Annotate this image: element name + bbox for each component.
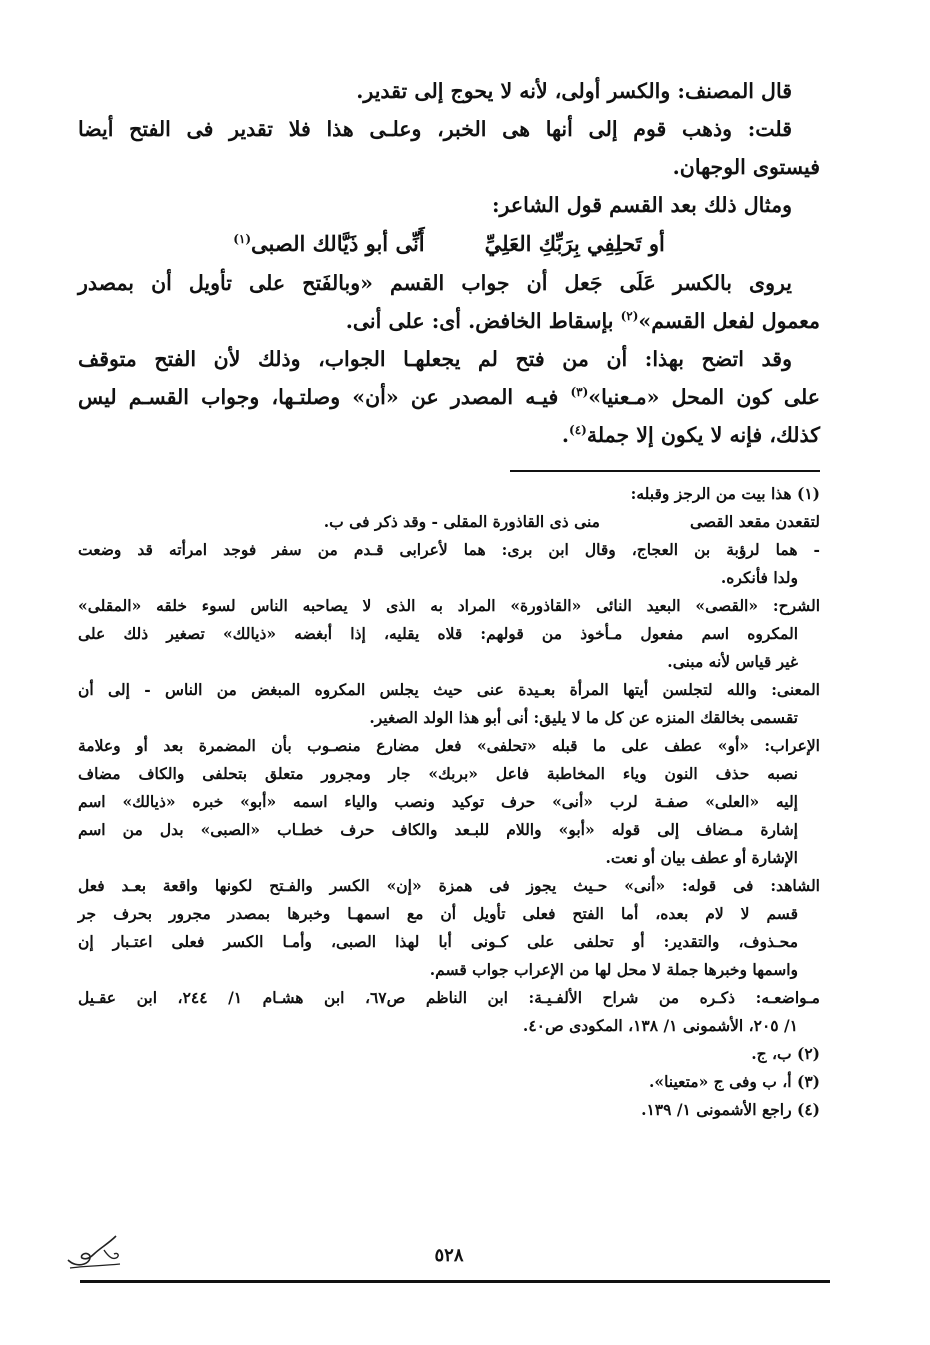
footnote-3: (٣) أ، ب وفى ج «متعينا». — [648, 1072, 820, 1091]
verse-second-hemistich — [233, 224, 424, 264]
main-text-span: كذلك، فإنه لا يكون إلا جملة — [586, 423, 820, 447]
main-text-span: معمول لفعل القسم» — [638, 309, 820, 333]
main-paragraph: قال المصنف: والكسر أولى، لأنه لا يحوج إلى تقدير. — [356, 79, 792, 103]
main-text-span: فيـه المصدر عن «أن» وصلتـها، وجواب القسـم ليس — [78, 385, 571, 409]
main-paragraph-continuation — [78, 416, 820, 454]
footnote-marker: (٢) — [620, 309, 639, 324]
main-text-span: على كون المحل «مـعنيا» — [588, 385, 821, 409]
footnote-line: ولدا فأنكره. — [720, 568, 798, 587]
footnote-line: قسم لا لام بعده، أما الفتح فعلى تأويل أن مع اسمهـا وخبرها بمصدر مجرور بحرف جر — [78, 904, 798, 923]
main-paragraph: ومثال ذلك بعد القسم قول الشاعر: — [491, 193, 792, 217]
footnote-line: محـذوف، والتقدير: أو تحلفى على كـونى أبا لهذا الصبى، وأمـا الكسر فعلى اعتـبار إن — [78, 932, 798, 951]
footnote-line: ١/ ٢٠٥، الأشمونى ١/ ١٣٨، المكودى ص٤٠. — [522, 1016, 798, 1035]
footnote-mawadi: مـواضعـه: ذكـره من شراح الألفـيـة: ابن الناظم ص٦٧، ابن هشـام ١/ ٢٤٤، ابن عقـيل — [78, 988, 820, 1007]
page — [78, 72, 820, 1302]
verse-first-hemistich: أو تَحلِفِي بِرَبِّكِ العَلِيِّ — [484, 231, 665, 256]
page-number: ٥٢٨ — [434, 1245, 464, 1266]
footnote-line: نصبه حذف النون وياء المخاطبة فاعل «بربك» جار ومجرور متعلق بتحلفى والكاف مضاف — [78, 764, 798, 783]
footnote-line: تقسمى بخالقك المنزه عن كل ما لا يليق: أنى أبو هذا الولد الصغير. — [369, 708, 798, 727]
footnote-marker: (١) — [233, 232, 252, 246]
main-paragraph: يروى بالكسر عَلَى جَعل أن جواب القسم «وبالفَتح على تأويل أن بمصدر — [78, 271, 792, 295]
main-paragraph: قلت: وذهب قوم إلى أنها هى الخبر، وعلـى هذا فلا تقدير فى الفتح أيضا — [78, 117, 792, 141]
footnote-shahid: الشاهد: فى قوله: «أنى» حـيث يجوز فى همزة «إن» الكسر والفـتح لكونها واقعة بعـد فعل — [78, 876, 820, 895]
main-paragraph-continuation — [78, 302, 820, 340]
verse-second-text: أَنِّى أبو ذَيَّالك الصبى — [251, 231, 425, 256]
poetry-verse — [78, 224, 820, 264]
main-paragraph-continuation: فيستوى الوجهان. — [672, 155, 820, 179]
main-text-span: . — [561, 423, 570, 447]
bottom-rule — [80, 1280, 830, 1283]
footnote-line: إشارة مـضاف إلى قوله «أبو» واللام للبـعد والكاف حرف خطـاب «الصبى» بدل من اسم — [78, 820, 798, 839]
footnote-line: المكروه اسم مفعول مـأخوذ من قولهم: قلاه يقليه، إذا أبغضه «ذيالك» تصغير ذلك على — [78, 624, 798, 643]
handwritten-signature — [64, 1230, 124, 1272]
footnote-line: الإشارة أو عطف بيان أو نعت. — [605, 848, 798, 867]
footnote-verse-first: لتقعدن مقعد القصى — [689, 512, 820, 531]
footnote-maana: المعنى: والله لتجلسن أيتها المرأة بعـيدة عنى حيث يجلس المكروه المبغض من الناس - إلى أن — [78, 680, 820, 699]
footnotes — [78, 480, 820, 1124]
main-paragraph-continuation — [78, 378, 820, 416]
footnote-4: (٤) راجع الأشمونى ١/ ١٣٩. — [641, 1100, 820, 1119]
footnote-line: واسمها وخبرها جملة لا محل لها من الإعراب جواب قسم. — [429, 960, 798, 979]
footnote-line: إليه «العلى» صفـة لرب «أنى» حرف توكيد ونصب والياء اسمه «أبو» خبره «ذيالك» اسم — [78, 792, 798, 811]
footnote-line: - هما لرؤبة بن العجاج، وقال ابن برى: هما لأعرابى قـدم من سفر فوجد امرأته قد وضعت — [78, 540, 820, 559]
main-text — [78, 72, 820, 454]
footnote-1-title: (١) هذا بيت من الرجز وقبله: — [630, 484, 820, 503]
footnote-marker: (٤) — [569, 423, 587, 438]
footnote-sharh: الشرح: «القصى» البعيد النائى «القاذورة» المراد به الذى لا يصاحبه الناس لسوء خلقه «المقلى» — [78, 596, 820, 615]
footnote-separator — [510, 470, 820, 472]
footnote-line: غير قياس لأنه مبنى. — [667, 652, 798, 671]
footnote-2: (٢) ب، ج. — [751, 1044, 820, 1063]
footnote-irab: الإعراب: «أو» عطف على ما قبله «تحلفى» فعل مضارع منصـوب بأن المضمرة بعد أو وعلامة — [78, 736, 820, 755]
footnote-verse-second: منى ذى القاذورة المقلى - وقد ذكر فى ب. — [323, 512, 600, 531]
footnote-marker: (٣) — [570, 385, 589, 400]
main-paragraph: وقد اتضح بهذا: أن من فتح لم يجعلهـا الجواب، وذلك لأن الفتح متوقف — [78, 347, 792, 371]
main-text-span: بإسقاط الخافض. أى: على أنى. — [345, 309, 621, 333]
footnote-verse — [78, 508, 820, 536]
